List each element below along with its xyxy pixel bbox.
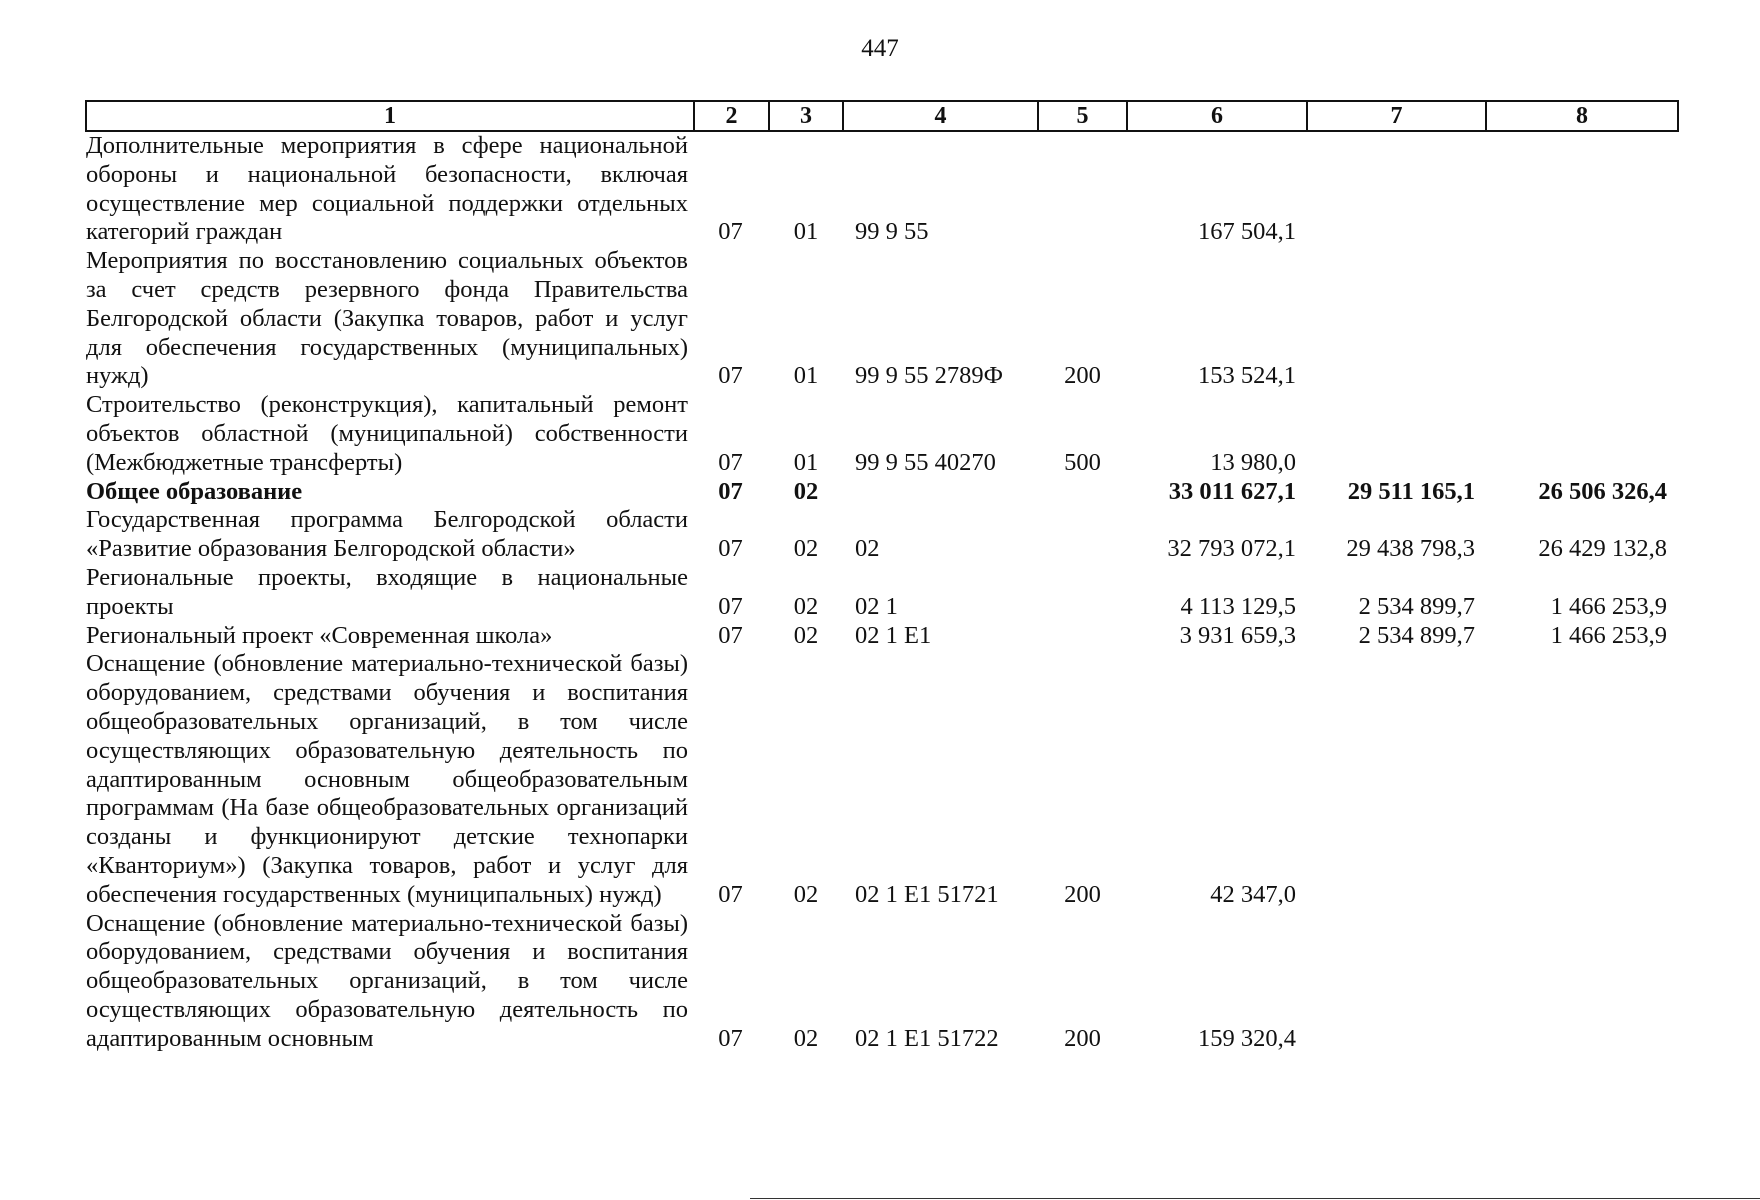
page-number: 447 xyxy=(861,35,899,62)
row-section: 07 xyxy=(718,621,743,649)
row-target-code: 99 9 55 40270 xyxy=(855,448,996,476)
header-col-2: 2 xyxy=(694,101,769,131)
row-target-code: 02 1 Е1 51721 xyxy=(855,880,999,908)
row-name: Общее образование xyxy=(86,477,303,505)
table-row-section-total xyxy=(86,478,1678,507)
table-row xyxy=(86,564,1678,622)
header-col-7: 7 xyxy=(1307,101,1486,131)
row-target-code xyxy=(843,478,1038,507)
row-subsection: 01 xyxy=(793,362,819,390)
row-expense-type xyxy=(1038,564,1127,622)
header-col-5: 5 xyxy=(1038,101,1127,131)
row-amount-col7 xyxy=(1307,247,1486,391)
row-subsection: 02 xyxy=(793,1024,819,1052)
row-subsection: 02 xyxy=(793,621,819,649)
row-target-code: 02 1 xyxy=(855,592,898,620)
table-row xyxy=(86,131,1678,247)
row-amount-col6: 3 931 659,3 xyxy=(1179,621,1296,649)
header-col-8: 8 xyxy=(1486,101,1678,131)
row-expense-type xyxy=(1038,506,1127,564)
row-section: 07 xyxy=(718,535,743,563)
row-amount-col7 xyxy=(1307,131,1486,247)
row-target-code: 99 9 55 2789Ф xyxy=(855,362,1003,390)
row-subsection: 02 xyxy=(793,477,819,505)
row-section: 07 xyxy=(718,477,743,505)
table-row xyxy=(86,247,1678,391)
table-row xyxy=(86,910,1678,1054)
row-amount-col6: 33 011 627,1 xyxy=(1168,477,1296,505)
row-expense-type xyxy=(1038,131,1127,247)
row-amount-col8: 1 466 253,9 xyxy=(1550,592,1667,620)
row-section: 07 xyxy=(718,1024,743,1052)
row-amount-col6: 4 113 129,5 xyxy=(1180,592,1296,620)
row-amount-col7: 29 438 798,3 xyxy=(1346,535,1475,563)
row-name: Оснащение (обновление материально-технической базы) оборудованием, средствами обучения и воспитания общеобразовательных организаций, в том числе осуществляющих образовательную деятельность по адаптированным основным xyxy=(86,909,688,1052)
row-amount-col8: 1 466 253,9 xyxy=(1550,621,1667,649)
row-target-code: 99 9 55 xyxy=(855,218,929,246)
row-name: Региональные проекты, входящие в национальные проекты xyxy=(86,563,688,620)
header-col-6: 6 xyxy=(1127,101,1307,131)
table-row xyxy=(86,650,1678,909)
row-target-code: 02 1 Е1 xyxy=(855,621,932,649)
row-name: Мероприятия по восстановлению социальных объектов за счет средств резервного фонда Правительства Белгородской области (Закупка товаров, работ и услуг для обеспечения государственных (муниципальных) нужд) xyxy=(86,247,688,390)
row-expense-type: 200 xyxy=(1064,1024,1101,1052)
row-amount-col6: 42 347,0 xyxy=(1210,880,1296,908)
row-expense-type: 500 xyxy=(1064,448,1101,476)
row-amount-col8 xyxy=(1486,131,1678,247)
row-name: Государственная программа Белгородской области «Развитие образования Белгородской области» xyxy=(86,506,688,563)
row-amount-col6: 159 320,4 xyxy=(1198,1024,1296,1052)
header-col-1: 1 xyxy=(86,101,694,131)
row-amount-col7 xyxy=(1307,391,1486,477)
row-subsection: 02 xyxy=(793,592,819,620)
budget-table xyxy=(85,100,1679,1054)
row-amount-col6: 167 504,1 xyxy=(1198,218,1296,246)
row-subsection: 02 xyxy=(793,880,819,908)
row-amount-col7: 2 534 899,7 xyxy=(1358,592,1475,620)
row-amount-col7 xyxy=(1307,650,1486,909)
row-expense-type: 200 xyxy=(1064,362,1101,390)
table-row xyxy=(86,506,1678,564)
row-section: 07 xyxy=(718,448,743,476)
row-expense-type xyxy=(1038,478,1127,507)
row-amount-col6: 153 524,1 xyxy=(1198,362,1296,390)
header-col-3: 3 xyxy=(769,101,843,131)
row-section: 07 xyxy=(718,218,743,246)
row-amount-col8 xyxy=(1486,391,1678,477)
row-amount-col6: 13 980,0 xyxy=(1210,448,1296,476)
row-amount-col8 xyxy=(1486,650,1678,909)
row-subsection: 01 xyxy=(793,218,819,246)
row-amount-col8 xyxy=(1486,910,1678,1054)
row-section: 07 xyxy=(718,880,743,908)
row-amount-col7 xyxy=(1307,910,1486,1054)
row-name: Оснащение (обновление материально-технической базы) оборудованием, средствами обучения и воспитания общеобразовательных организаций, в том числе осуществляющих образовательную деятельность по адаптированным основным общеобразовательным программам (На базе общеобразовательных организаций созданы и функционируют детские технопарки «Кванториум») (Закупка товаров, работ и услуг для обеспечения государственных (муниципальных) нужд) xyxy=(86,650,688,908)
row-name: Строительство (реконструкция), капитальный ремонт объектов областной (муниципальной) собственности (Межбюджетные трансферты) xyxy=(86,391,688,476)
row-subsection: 02 xyxy=(793,535,819,563)
header-col-4: 4 xyxy=(843,101,1038,131)
row-subsection: 01 xyxy=(793,448,819,476)
row-name: Региональный проект «Современная школа» xyxy=(86,621,553,649)
row-amount-col8: 26 506 326,4 xyxy=(1538,477,1667,505)
row-amount-col6: 32 793 072,1 xyxy=(1167,535,1296,563)
row-expense-type: 200 xyxy=(1064,880,1101,908)
row-expense-type xyxy=(1038,622,1127,651)
row-section: 07 xyxy=(718,362,743,390)
row-amount-col7: 29 511 165,1 xyxy=(1347,477,1475,505)
row-amount-col8 xyxy=(1486,247,1678,391)
table-row xyxy=(86,391,1678,477)
header-row xyxy=(86,101,1678,131)
row-amount-col8: 26 429 132,8 xyxy=(1538,535,1667,563)
bottom-divider xyxy=(750,1198,1760,1199)
row-name: Дополнительные мероприятия в сфере национальной обороны и национальной безопасности, включая осуществление мер социальной поддержки отдельных категорий граждан xyxy=(86,132,688,246)
row-target-code: 02 xyxy=(855,535,880,563)
table-row xyxy=(86,622,1678,651)
row-section: 07 xyxy=(718,592,743,620)
row-target-code: 02 1 Е1 51722 xyxy=(855,1024,999,1052)
row-amount-col7: 2 534 899,7 xyxy=(1358,621,1475,649)
